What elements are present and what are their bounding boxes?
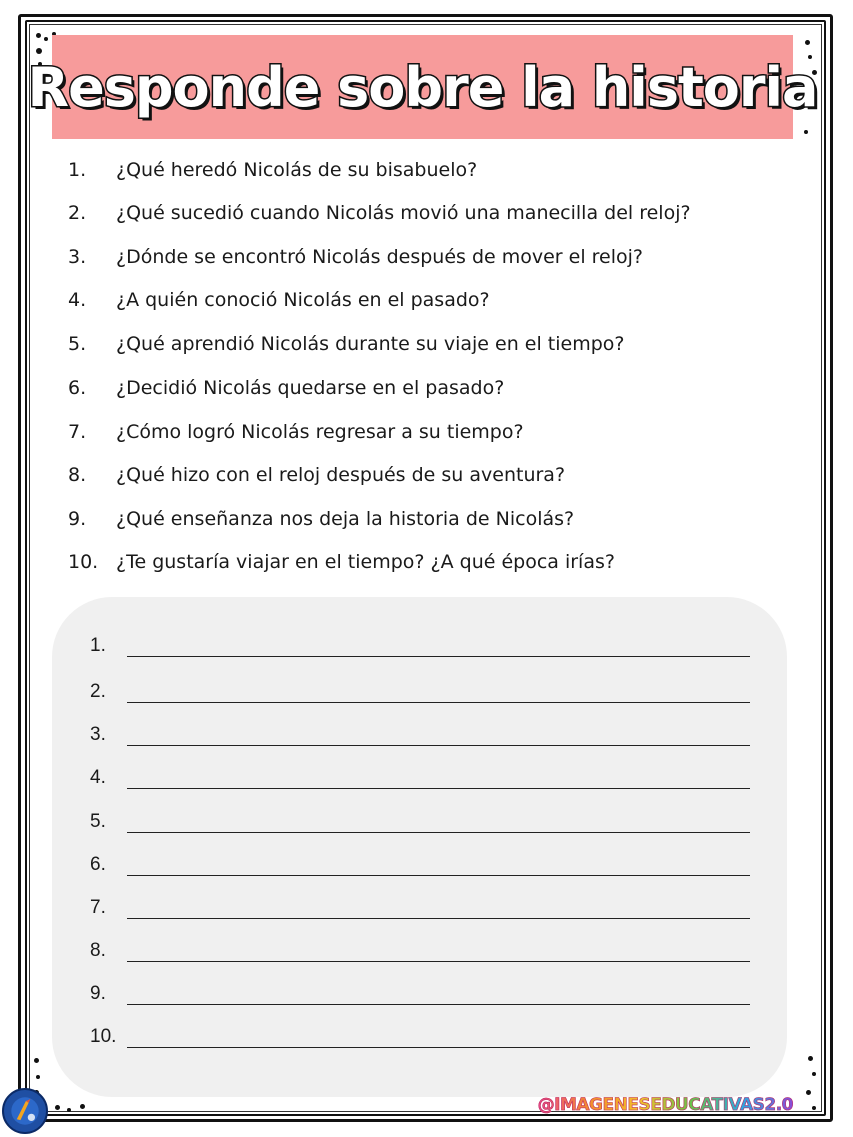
answer-line[interactable] bbox=[127, 1047, 750, 1048]
question-number: 4. bbox=[68, 289, 87, 311]
question-text: ¿Qué heredó Nicolás de su bisabuelo? bbox=[116, 159, 478, 181]
answer-line[interactable] bbox=[127, 961, 750, 962]
answer-row bbox=[90, 846, 750, 876]
answer-line[interactable] bbox=[127, 875, 750, 876]
answer-line[interactable] bbox=[127, 918, 750, 919]
answer-number: 4. bbox=[90, 767, 106, 788]
answer-line[interactable] bbox=[127, 656, 750, 657]
question-text: ¿Decidió Nicolás quedarse en el pasado? bbox=[116, 377, 505, 399]
answer-line[interactable] bbox=[127, 1004, 750, 1005]
answer-number: 9. bbox=[90, 983, 106, 1004]
title-banner bbox=[27, 35, 818, 139]
question-number: 2. bbox=[68, 202, 87, 224]
answer-number: 1. bbox=[90, 635, 106, 656]
question-item bbox=[68, 368, 504, 408]
watermark-text: @IMAGENESEDUCATIVAS2.0 bbox=[537, 1095, 793, 1115]
question-item bbox=[68, 412, 524, 452]
question-text: ¿Cómo logró Nicolás regresar a su tiempo? bbox=[116, 421, 524, 443]
question-item bbox=[68, 542, 615, 582]
question-text: ¿A quién conoció Nicolás en el pasado? bbox=[116, 289, 490, 311]
answer-line[interactable] bbox=[127, 832, 750, 833]
question-number: 7. bbox=[68, 421, 87, 443]
question-item bbox=[68, 280, 490, 320]
answer-row bbox=[90, 627, 750, 657]
answer-line[interactable] bbox=[127, 745, 750, 746]
question-number: 10. bbox=[68, 551, 99, 573]
answer-row bbox=[90, 889, 750, 919]
question-number: 1. bbox=[68, 159, 87, 181]
question-number: 5. bbox=[68, 333, 87, 355]
question-text: ¿Qué enseñanza nos deja la historia de Nicolás? bbox=[116, 508, 575, 530]
answer-number: 10. bbox=[90, 1026, 117, 1047]
answer-number: 6. bbox=[90, 854, 106, 875]
answer-number: 8. bbox=[90, 940, 106, 961]
answer-row bbox=[90, 673, 750, 703]
answer-line[interactable] bbox=[127, 702, 750, 703]
question-item bbox=[68, 324, 624, 364]
answer-number: 3. bbox=[90, 724, 106, 745]
answer-row bbox=[90, 932, 750, 962]
answer-row bbox=[90, 1018, 750, 1048]
answer-line[interactable] bbox=[127, 788, 750, 789]
question-item bbox=[68, 499, 574, 539]
question-item bbox=[68, 193, 691, 233]
question-item bbox=[68, 150, 477, 190]
answer-number: 5. bbox=[90, 811, 106, 832]
question-text: ¿Qué sucedió cuando Nicolás movió una manecilla del reloj? bbox=[116, 202, 691, 224]
question-item bbox=[68, 455, 565, 495]
question-text: ¿Qué hizo con el reloj después de su aventura? bbox=[116, 464, 566, 486]
question-item bbox=[68, 237, 643, 277]
answer-row bbox=[90, 803, 750, 833]
brand-logo-icon bbox=[2, 1088, 48, 1134]
question-number: 6. bbox=[68, 377, 87, 399]
question-number: 3. bbox=[68, 246, 87, 268]
question-number: 9. bbox=[68, 508, 87, 530]
question-text: ¿Qué aprendió Nicolás durante su viaje en el tiempo? bbox=[116, 333, 625, 355]
answer-row bbox=[90, 975, 750, 1005]
question-number: 8. bbox=[68, 464, 87, 486]
answer-number: 7. bbox=[90, 897, 106, 918]
answer-row bbox=[90, 716, 750, 746]
question-text: ¿Dónde se encontró Nicolás después de mover el reloj? bbox=[116, 246, 644, 268]
question-text: ¿Te gustaría viajar en el tiempo? ¿A qué época irías? bbox=[116, 551, 615, 573]
answer-number: 2. bbox=[90, 681, 106, 702]
page-title: Responde sobre la historia bbox=[27, 55, 818, 119]
answer-row bbox=[90, 759, 750, 789]
answer-area bbox=[52, 597, 787, 1097]
